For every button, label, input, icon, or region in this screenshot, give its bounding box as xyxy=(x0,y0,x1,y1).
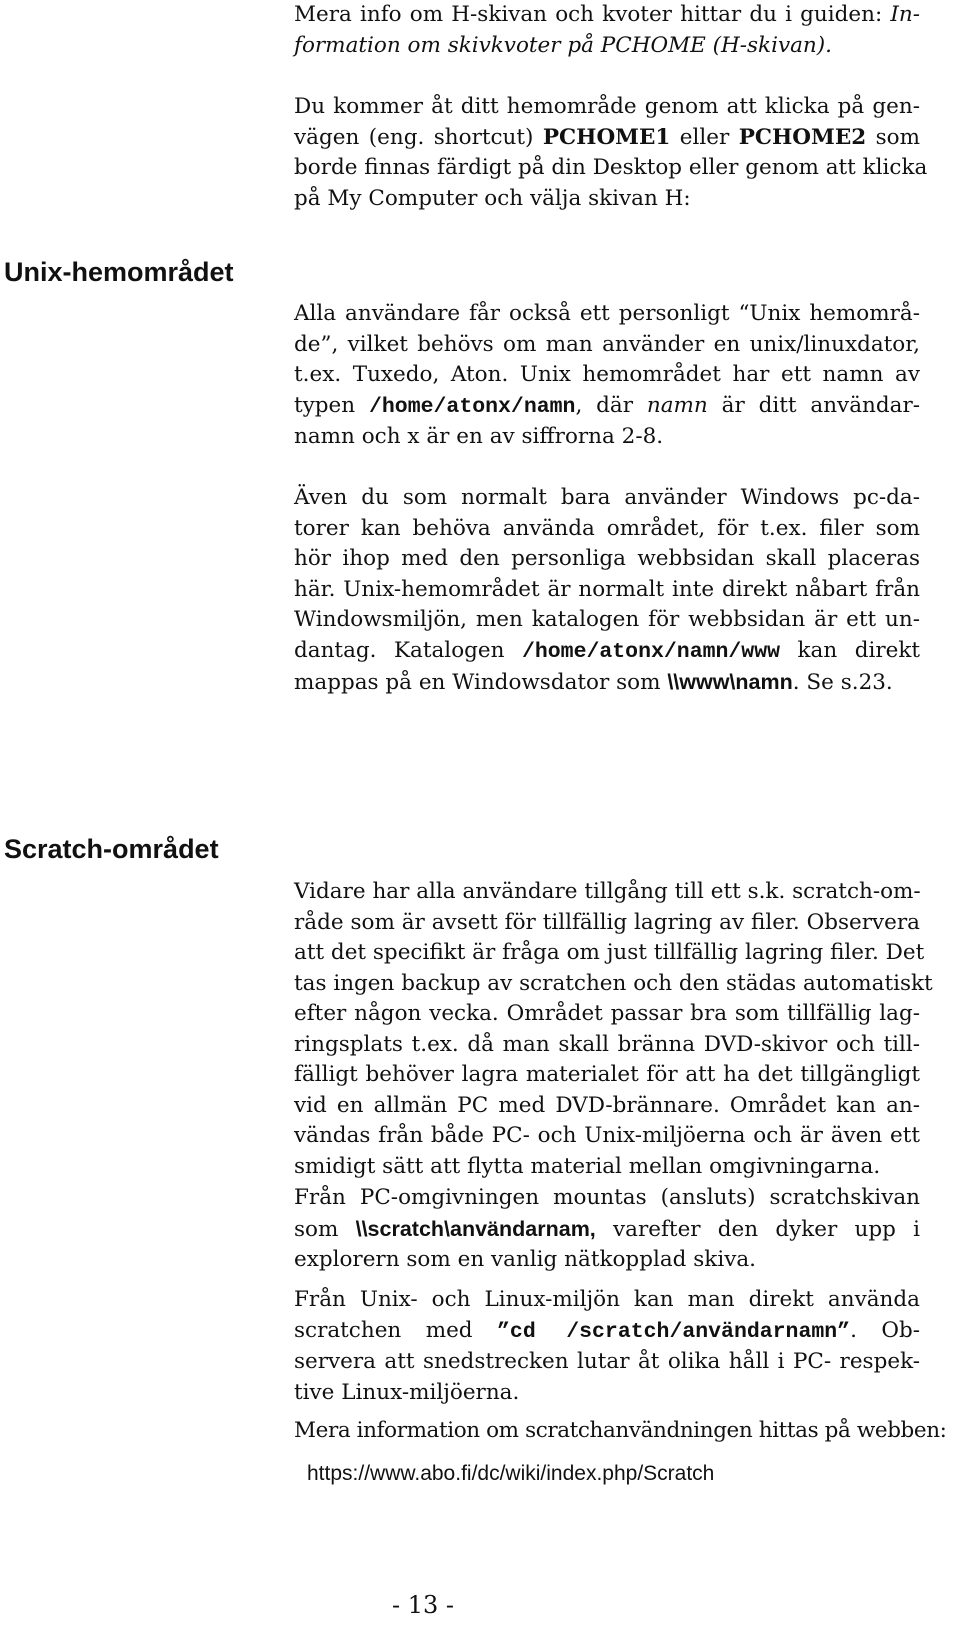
text-span: mappas på en Windowsdator som xyxy=(294,670,668,695)
text-line: ringsplats t.ex. då man skall bränna DVD-skivor och till- xyxy=(294,1031,920,1057)
text-span: kan direkt xyxy=(780,637,920,663)
page-number: - 13 - xyxy=(392,1591,455,1619)
text-line: här. Unix-hemområdet är normalt inte direkt nåbart från xyxy=(294,576,920,602)
scratch-paragraph-more-info xyxy=(294,1416,947,1447)
text-line: t.ex. Tuxedo, Aton. Unix hemområdet har ett namn av xyxy=(294,362,920,387)
text-line: att det specifikt är fråga om just tillfällig lagring filer. Det xyxy=(294,940,925,965)
intro-paragraph-quota-guide xyxy=(294,0,920,61)
section-heading-unix: Unix-hemområdet xyxy=(4,257,234,287)
pchome1-label: PCHOME1 xyxy=(542,124,671,150)
text-span: som xyxy=(294,1216,356,1242)
intro-paragraph-access xyxy=(294,92,928,214)
text-line: Du kommer åt ditt hemområde genom att klicka på gen- xyxy=(294,94,920,119)
scratch-share-path: \\scratch\användarnam, xyxy=(355,1216,596,1241)
text-line: namn och x är en av siffrorna 2-8. xyxy=(294,424,664,449)
pchome2-label: PCHOME2 xyxy=(738,124,867,150)
text-span: varefter den dyker upp i xyxy=(595,1216,920,1242)
text-span: typen xyxy=(294,392,369,418)
guide-title-italic-continued: formation om skivkvoter på PCHOME (H-skivan). xyxy=(294,32,832,58)
text-line: på My Computer och välja skivan H: xyxy=(294,185,691,211)
www-path-code: /home/atonx/namn/www xyxy=(521,639,781,664)
text-line: vändas från både PC- och Unix-miljöerna och är även ett xyxy=(294,1123,920,1148)
text-line: Mera information om scratchanvändningen hittas på webben: xyxy=(294,1418,947,1443)
scratch-paragraph-pc xyxy=(294,1183,920,1276)
guide-title-italic: In- xyxy=(890,2,920,27)
section-heading-scratch: Scratch-området xyxy=(4,834,219,864)
text-line: råde som är avsett för tillfällig lagring av filer. Observera xyxy=(294,909,920,935)
text-line: borde finnas färdigt på din Desktop eller genom att klicka xyxy=(294,155,928,180)
cd-scratch-command: ”cd /scratch/användarnamn” xyxy=(497,1319,851,1344)
text-span: scratchen med xyxy=(294,1317,498,1343)
home-path-code: /home/atonx/namn xyxy=(369,394,576,419)
text-line: tive Linux-miljöerna. xyxy=(294,1379,520,1405)
text-line: torer kan behöva använda området, för t.ex. filer som xyxy=(294,515,920,541)
unix-paragraph-intro xyxy=(294,299,920,453)
text-line: Alla användare får också ett personligt “Unix hemområ- xyxy=(294,301,920,326)
www-share-path: \\www\namn xyxy=(667,670,793,694)
text-line: Från PC-omgivningen mountas (ansluts) scratchskivan xyxy=(294,1185,920,1210)
text-line: tas ingen backup av scratchen och den städas automatiskt xyxy=(294,970,933,996)
text-line: Windowsmiljön, men katalogen för webbsidan är ett un- xyxy=(294,607,920,632)
text-line: servera att snedstrecken lutar åt olika håll i PC- respek- xyxy=(294,1349,920,1374)
text-line: fälligt behöver lagra materialet för att ha det tillgängligt xyxy=(294,1062,920,1087)
text-line: explorern som en vanlig nätkopplad skiva. xyxy=(294,1247,756,1272)
text-line: efter någon vecka. Området passar bra som tillfällig lag- xyxy=(294,1001,920,1026)
text-span: dantag. Katalogen xyxy=(294,637,522,663)
namn-italic: namn xyxy=(646,392,708,418)
text-span: vägen (eng. shortcut) xyxy=(294,124,543,150)
text-span: . Ob- xyxy=(850,1317,920,1343)
text-span: Mera info om H-skivan och kvoter hittar du i guiden: xyxy=(294,2,891,27)
text-line: Från Unix- och Linux-miljön kan man direkt använda xyxy=(294,1287,920,1312)
text-span: är ditt användar- xyxy=(707,392,920,418)
scratch-paragraph-intro xyxy=(294,877,933,1182)
text-line: smidigt sätt att flytta material mellan omgivningarna. xyxy=(294,1153,881,1179)
text-line: Även du som normalt bara använder Windows pc-da- xyxy=(294,485,920,510)
text-line: vid en allmän PC med DVD-brännare. Området kan an- xyxy=(294,1092,920,1118)
text-line: Vidare har alla användare tillgång till ett s.k. scratch-om- xyxy=(294,879,921,904)
text-span: . Se s.23. xyxy=(792,670,893,695)
text-span: , där xyxy=(575,392,647,418)
scratch-wiki-url[interactable]: https://www.abo.fi/dc/wiki/index.php/Scratch xyxy=(307,1462,715,1485)
text-line: de”, vilket behövs om man använder en unix/linuxdator, xyxy=(294,331,920,357)
scratch-paragraph-unix xyxy=(294,1285,920,1408)
text-line: hör ihop med den personliga webbsidan skall placeras xyxy=(294,546,920,571)
text-span: eller xyxy=(670,124,739,150)
text-span: som xyxy=(866,124,920,150)
unix-paragraph-windows xyxy=(294,483,920,699)
